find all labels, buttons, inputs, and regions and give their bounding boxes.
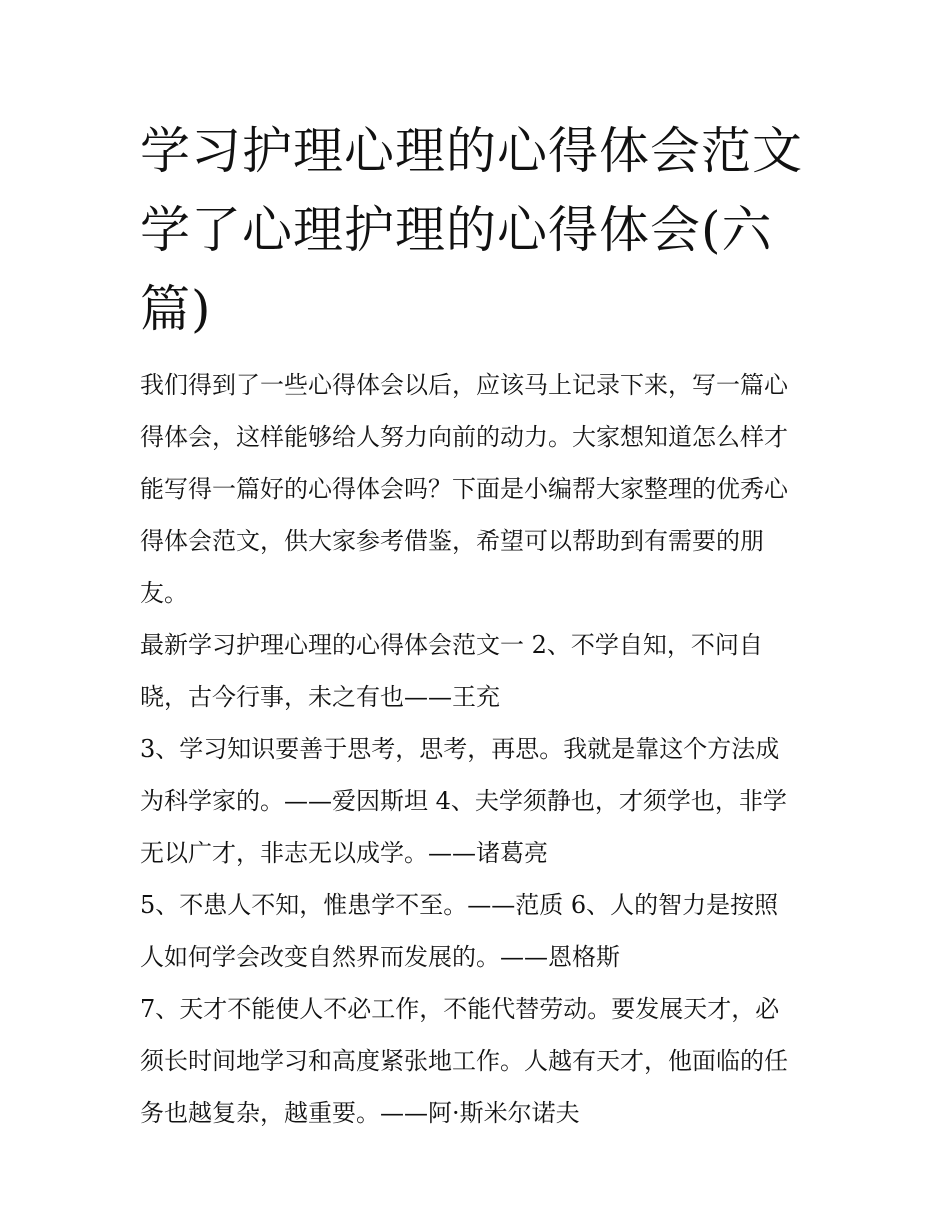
- text-line: 人如何学会改变自然界而发展的。——恩格斯: [140, 943, 620, 971]
- text-line: 7、天才不能使人不必工作，不能代替劳动。要发展天才，必: [140, 995, 780, 1023]
- text-line: 得体会范文，供大家参考借鉴，希望可以帮助到有需要的朋: [140, 527, 764, 555]
- text-line: 无以广才，非志无以成学。——诸葛亮: [140, 839, 548, 867]
- intro-paragraph: [140, 359, 812, 619]
- title-line: 学了心理护理的心得体会(六: [140, 201, 773, 259]
- document-body: [140, 359, 812, 1139]
- text-line: 5、不患人不知，惟患学不至。——范质 6、人的智力是按照: [140, 891, 779, 919]
- document-page: [140, 112, 812, 1139]
- text-line: 3、学习知识要善于思考，思考，再思。我就是靠这个方法成: [140, 735, 780, 763]
- text-line: 为科学家的。——爱因斯坦 4、夫学须静也，才须学也，非学: [140, 787, 787, 815]
- text-line: 最新学习护理心理的心得体会范文一 2、不学自知，不问自: [140, 631, 763, 659]
- quote-paragraph: [140, 879, 812, 983]
- document-title: [140, 112, 812, 349]
- text-line: 能写得一篇好的心得体会吗？下面是小编帮大家整理的优秀心: [140, 475, 788, 503]
- quote-paragraph: [140, 983, 812, 1139]
- text-line: 我们得到了一些心得体会以后，应该马上记录下来，写一篇心: [140, 371, 788, 399]
- text-line: 友。: [140, 579, 188, 607]
- text-line: 得体会，这样能够给人努力向前的动力。大家想知道怎么样才: [140, 423, 788, 451]
- text-line: 务也越复杂，越重要。——阿·斯米尔诺夫: [140, 1099, 580, 1127]
- quote-paragraph: [140, 619, 812, 723]
- title-line: 学习护理心理的心得体会范文: [140, 122, 803, 180]
- text-line: 晓，古今行事，未之有也——王充: [140, 683, 500, 711]
- text-line: 须长时间地学习和高度紧张地工作。人越有天才，他面临的任: [140, 1047, 788, 1075]
- quote-paragraph: [140, 723, 812, 879]
- title-line: 篇): [140, 280, 212, 338]
